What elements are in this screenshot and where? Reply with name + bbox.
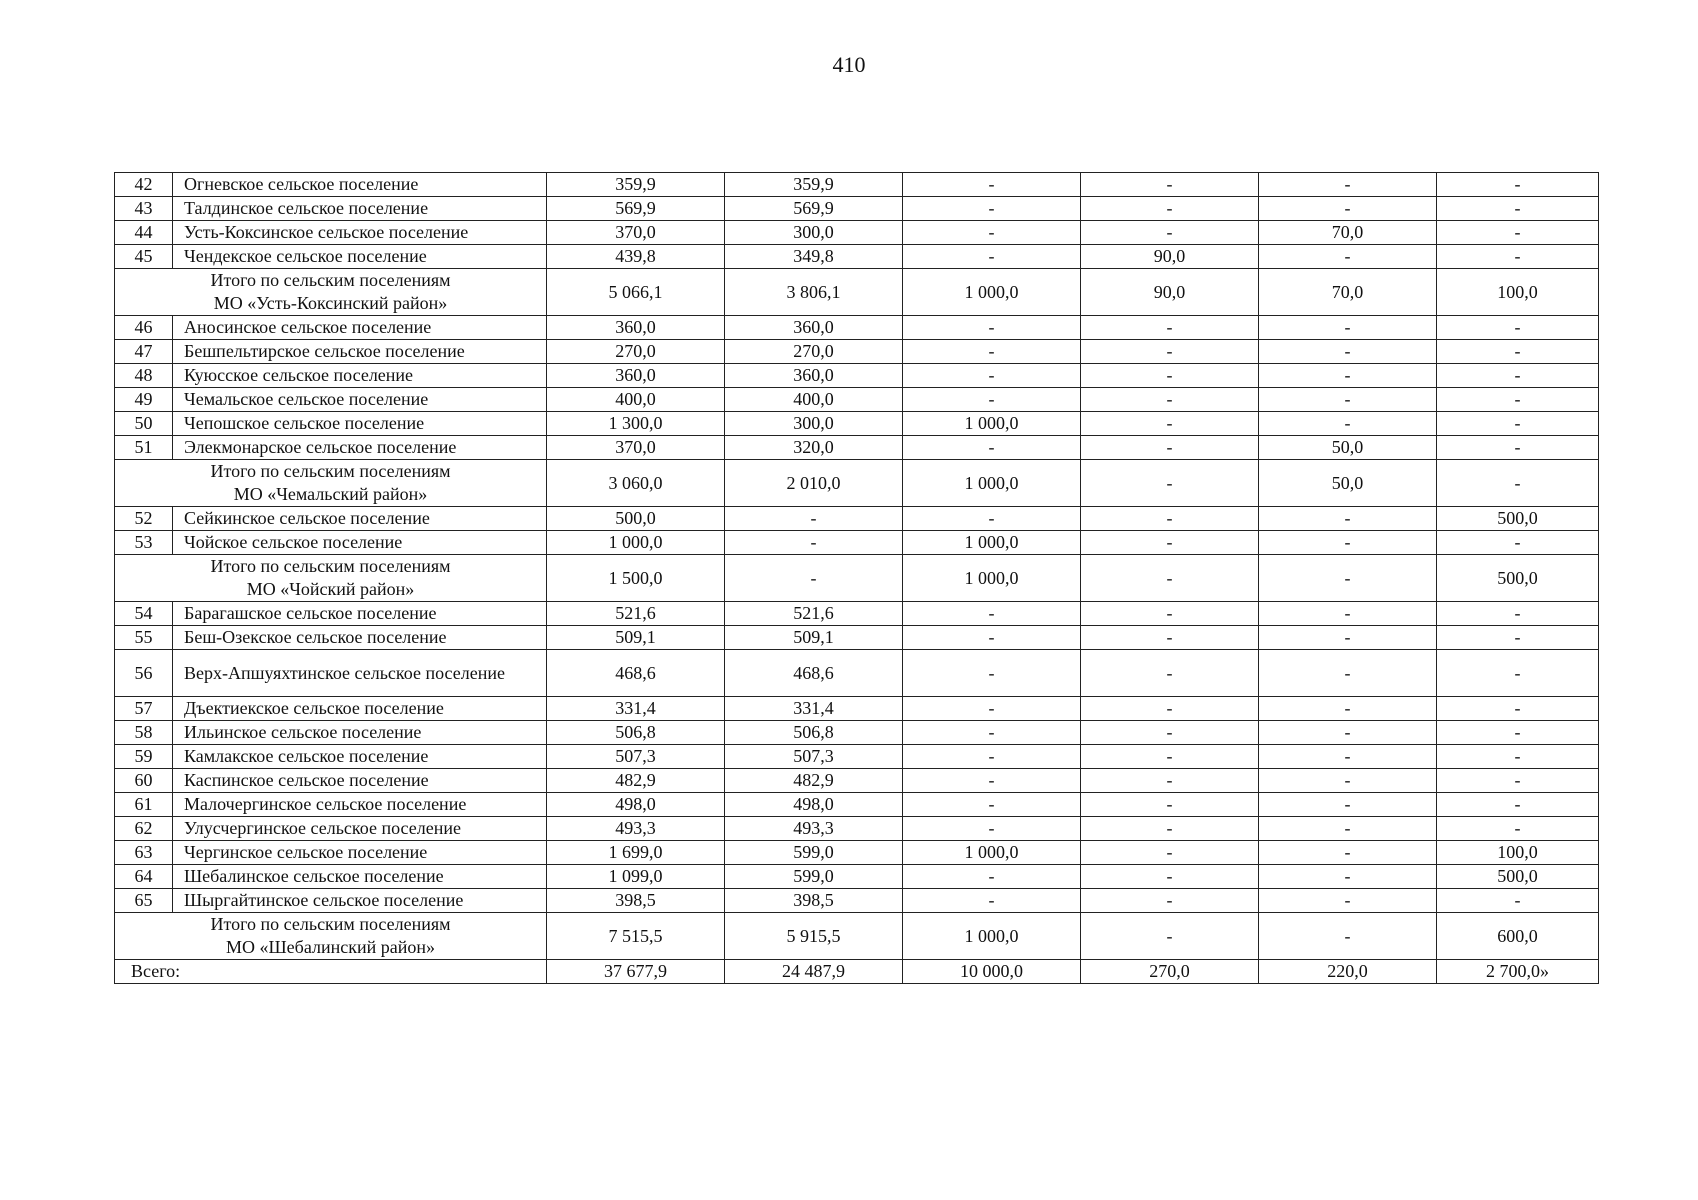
value-cell: 349,8: [725, 245, 903, 269]
value-cell: 1 000,0: [903, 841, 1081, 865]
value-cell: -: [903, 340, 1081, 364]
subtotal-label-line: МО «Шебалинский район»: [226, 937, 435, 957]
row-number: 50: [115, 412, 173, 436]
value-cell: -: [903, 793, 1081, 817]
subtotal-label-line: МО «Чойский район»: [246, 579, 415, 599]
table-row: [115, 364, 1599, 388]
value-cell: 50,0: [1259, 460, 1437, 507]
value-cell: -: [903, 436, 1081, 460]
value-cell: 1 300,0: [547, 412, 725, 436]
value-cell: -: [1259, 173, 1437, 197]
value-cell: 100,0: [1437, 841, 1599, 865]
value-cell: 1 000,0: [903, 269, 1081, 316]
settlement-name: Шебалинское сельское поселение: [173, 865, 547, 889]
table-row: [115, 769, 1599, 793]
settlement-name: Барагашское сельское поселение: [173, 602, 547, 626]
row-number: 48: [115, 364, 173, 388]
subtotal-label: [115, 913, 547, 960]
value-cell: -: [1081, 555, 1259, 602]
settlement-name: Верх-Апшуяхтинское сельское поселение: [173, 650, 547, 697]
value-cell: 482,9: [725, 769, 903, 793]
row-number: 63: [115, 841, 173, 865]
subtotal-label-line: Итого по сельским поселениям: [210, 270, 451, 290]
settlement-name: Шыргайтинское сельское поселение: [173, 889, 547, 913]
value-cell: 2 010,0: [725, 460, 903, 507]
settlement-name: Беш-Озекское сельское поселение: [173, 626, 547, 650]
settlement-name: Малочергинское сельское поселение: [173, 793, 547, 817]
subtotal-label-line: Итого по сельским поселениям: [210, 461, 451, 481]
value-cell: -: [1081, 197, 1259, 221]
subtotal-row: [115, 555, 1599, 602]
value-cell: -: [1437, 769, 1599, 793]
value-cell: 1 000,0: [547, 531, 725, 555]
value-cell: 37 677,9: [547, 960, 725, 984]
value-cell: 493,3: [547, 817, 725, 841]
table-row: [115, 388, 1599, 412]
table-row: [115, 865, 1599, 889]
row-number: 64: [115, 865, 173, 889]
value-cell: 509,1: [725, 626, 903, 650]
value-cell: -: [1437, 721, 1599, 745]
value-cell: -: [725, 507, 903, 531]
value-cell: 569,9: [725, 197, 903, 221]
table-row: [115, 626, 1599, 650]
value-cell: -: [1259, 197, 1437, 221]
value-cell: -: [1437, 697, 1599, 721]
value-cell: -: [1437, 460, 1599, 507]
value-cell: -: [903, 316, 1081, 340]
value-cell: -: [725, 555, 903, 602]
value-cell: -: [1437, 173, 1599, 197]
value-cell: -: [1259, 793, 1437, 817]
value-cell: -: [903, 507, 1081, 531]
value-cell: -: [903, 626, 1081, 650]
value-cell: 468,6: [547, 650, 725, 697]
value-cell: 90,0: [1081, 245, 1259, 269]
value-cell: 599,0: [725, 865, 903, 889]
value-cell: -: [1259, 626, 1437, 650]
value-cell: -: [1081, 817, 1259, 841]
value-cell: 569,9: [547, 197, 725, 221]
value-cell: 24 487,9: [725, 960, 903, 984]
value-cell: 521,6: [547, 602, 725, 626]
value-cell: -: [1081, 340, 1259, 364]
value-cell: -: [1259, 507, 1437, 531]
value-cell: 331,4: [725, 697, 903, 721]
value-cell: 90,0: [1081, 269, 1259, 316]
value-cell: 3 806,1: [725, 269, 903, 316]
table-row: [115, 841, 1599, 865]
value-cell: -: [1259, 697, 1437, 721]
settlement-name: Камлакское сельское поселение: [173, 745, 547, 769]
value-cell: -: [903, 745, 1081, 769]
value-cell: 493,3: [725, 817, 903, 841]
row-number: 49: [115, 388, 173, 412]
row-number: 65: [115, 889, 173, 913]
value-cell: 270,0: [547, 340, 725, 364]
value-cell: -: [1437, 245, 1599, 269]
value-cell: -: [1437, 602, 1599, 626]
value-cell: -: [1081, 460, 1259, 507]
value-cell: 360,0: [547, 316, 725, 340]
value-cell: 507,3: [725, 745, 903, 769]
subtotal-label-line: Итого по сельским поселениям: [210, 556, 451, 576]
value-cell: 270,0: [725, 340, 903, 364]
value-cell: -: [1081, 793, 1259, 817]
table-row: [115, 340, 1599, 364]
value-cell: 331,4: [547, 697, 725, 721]
table-row: [115, 197, 1599, 221]
value-cell: -: [903, 650, 1081, 697]
value-cell: -: [1259, 602, 1437, 626]
value-cell: -: [1081, 769, 1259, 793]
value-cell: -: [1437, 340, 1599, 364]
value-cell: 1 000,0: [903, 555, 1081, 602]
settlement-name: Сейкинское сельское поселение: [173, 507, 547, 531]
value-cell: 300,0: [725, 412, 903, 436]
value-cell: 7 515,5: [547, 913, 725, 960]
value-cell: -: [1081, 436, 1259, 460]
value-cell: 507,3: [547, 745, 725, 769]
value-cell: 500,0: [547, 507, 725, 531]
value-cell: -: [1437, 650, 1599, 697]
value-cell: -: [1259, 865, 1437, 889]
value-cell: 3 060,0: [547, 460, 725, 507]
value-cell: -: [1081, 841, 1259, 865]
value-cell: -: [1081, 721, 1259, 745]
value-cell: -: [1437, 436, 1599, 460]
table-row: [115, 889, 1599, 913]
settlement-name: Элекмонарское сельское поселение: [173, 436, 547, 460]
value-cell: -: [1081, 388, 1259, 412]
subtotal-label-line: МО «Чемальский район»: [233, 484, 428, 504]
value-cell: -: [1259, 364, 1437, 388]
value-cell: 360,0: [725, 316, 903, 340]
table-row: [115, 436, 1599, 460]
value-cell: -: [903, 173, 1081, 197]
value-cell: -: [1081, 221, 1259, 245]
table-row: [115, 221, 1599, 245]
value-cell: 5 915,5: [725, 913, 903, 960]
value-cell: 360,0: [725, 364, 903, 388]
settlement-name: Огневское сельское поселение: [173, 173, 547, 197]
value-cell: 398,5: [725, 889, 903, 913]
table-row: [115, 245, 1599, 269]
value-cell: -: [1437, 316, 1599, 340]
grand-total-row: [115, 960, 1599, 984]
value-cell: -: [1259, 316, 1437, 340]
settlement-name: Аносинское сельское поселение: [173, 316, 547, 340]
value-cell: -: [1259, 388, 1437, 412]
value-cell: -: [1081, 173, 1259, 197]
value-cell: -: [1259, 769, 1437, 793]
table-body: [115, 173, 1599, 984]
value-cell: -: [1259, 913, 1437, 960]
value-cell: -: [1081, 316, 1259, 340]
value-cell: -: [1259, 555, 1437, 602]
subtotal-label: [115, 555, 547, 602]
row-number: 46: [115, 316, 173, 340]
value-cell: -: [903, 364, 1081, 388]
settlement-name: Чергинское сельское поселение: [173, 841, 547, 865]
value-cell: 1 500,0: [547, 555, 725, 602]
value-cell: -: [725, 531, 903, 555]
value-cell: -: [1081, 412, 1259, 436]
subtotal-label: [115, 460, 547, 507]
row-number: 62: [115, 817, 173, 841]
row-number: 61: [115, 793, 173, 817]
row-number: 60: [115, 769, 173, 793]
value-cell: 500,0: [1437, 865, 1599, 889]
value-cell: -: [1081, 889, 1259, 913]
settlement-name: Чемальское сельское поселение: [173, 388, 547, 412]
subtotal-row: [115, 913, 1599, 960]
value-cell: 498,0: [547, 793, 725, 817]
value-cell: -: [1437, 817, 1599, 841]
subtotal-label-line: МО «Усть-Коксинский район»: [213, 293, 448, 313]
value-cell: -: [1259, 841, 1437, 865]
value-cell: 359,9: [547, 173, 725, 197]
settlement-name: Талдинское сельское поселение: [173, 197, 547, 221]
table-row: [115, 412, 1599, 436]
value-cell: -: [1437, 364, 1599, 388]
value-cell: -: [903, 769, 1081, 793]
value-cell: 2 700,0»: [1437, 960, 1599, 984]
row-number: 58: [115, 721, 173, 745]
value-cell: -: [1259, 817, 1437, 841]
settlement-name: Чендекское сельское поселение: [173, 245, 547, 269]
row-number: 44: [115, 221, 173, 245]
settlement-name: Чойское сельское поселение: [173, 531, 547, 555]
table-row: [115, 602, 1599, 626]
value-cell: 370,0: [547, 436, 725, 460]
row-number: 42: [115, 173, 173, 197]
value-cell: 498,0: [725, 793, 903, 817]
value-cell: 1 000,0: [903, 460, 1081, 507]
value-cell: -: [903, 197, 1081, 221]
value-cell: 400,0: [725, 388, 903, 412]
value-cell: 370,0: [547, 221, 725, 245]
value-cell: -: [1081, 913, 1259, 960]
value-cell: -: [1437, 221, 1599, 245]
value-cell: -: [1259, 650, 1437, 697]
table-row: [115, 507, 1599, 531]
value-cell: -: [1259, 340, 1437, 364]
value-cell: -: [903, 721, 1081, 745]
value-cell: -: [1081, 650, 1259, 697]
value-cell: 320,0: [725, 436, 903, 460]
value-cell: -: [1437, 793, 1599, 817]
value-cell: 1 099,0: [547, 865, 725, 889]
value-cell: 482,9: [547, 769, 725, 793]
settlement-name: Бешпельтирское сельское поселение: [173, 340, 547, 364]
value-cell: -: [1437, 412, 1599, 436]
value-cell: -: [903, 817, 1081, 841]
value-cell: -: [903, 388, 1081, 412]
table-row: [115, 316, 1599, 340]
value-cell: -: [1259, 721, 1437, 745]
value-cell: -: [1081, 531, 1259, 555]
value-cell: 506,8: [725, 721, 903, 745]
value-cell: 100,0: [1437, 269, 1599, 316]
value-cell: -: [1081, 697, 1259, 721]
settlement-name: Улусчергинское сельское поселение: [173, 817, 547, 841]
value-cell: 1 699,0: [547, 841, 725, 865]
table-row: [115, 173, 1599, 197]
row-number: 45: [115, 245, 173, 269]
value-cell: 10 000,0: [903, 960, 1081, 984]
value-cell: 1 000,0: [903, 531, 1081, 555]
value-cell: -: [903, 245, 1081, 269]
value-cell: -: [1081, 364, 1259, 388]
row-number: 43: [115, 197, 173, 221]
value-cell: 220,0: [1259, 960, 1437, 984]
value-cell: 500,0: [1437, 507, 1599, 531]
budget-table: [114, 172, 1599, 984]
value-cell: -: [903, 221, 1081, 245]
row-number: 57: [115, 697, 173, 721]
value-cell: 468,6: [725, 650, 903, 697]
settlement-name: Ильинское сельское поселение: [173, 721, 547, 745]
row-number: 55: [115, 626, 173, 650]
settlement-name: Чепошское сельское поселение: [173, 412, 547, 436]
value-cell: -: [903, 889, 1081, 913]
settlement-name: Усть-Коксинское сельское поселение: [173, 221, 547, 245]
value-cell: -: [1081, 745, 1259, 769]
settlement-name: Куюсское сельское поселение: [173, 364, 547, 388]
value-cell: -: [1437, 388, 1599, 412]
row-number: 47: [115, 340, 173, 364]
value-cell: 300,0: [725, 221, 903, 245]
value-cell: -: [903, 602, 1081, 626]
value-cell: 270,0: [1081, 960, 1259, 984]
value-cell: 70,0: [1259, 269, 1437, 316]
value-cell: -: [1081, 602, 1259, 626]
page-number: 410: [832, 52, 866, 77]
settlement-name: Дъектиекское сельское поселение: [173, 697, 547, 721]
value-cell: -: [1437, 531, 1599, 555]
value-cell: -: [1259, 245, 1437, 269]
value-cell: -: [1437, 745, 1599, 769]
value-cell: 50,0: [1259, 436, 1437, 460]
table-row: [115, 531, 1599, 555]
grand-total-label: Всего:: [115, 960, 547, 984]
value-cell: -: [1437, 626, 1599, 650]
value-cell: 521,6: [725, 602, 903, 626]
value-cell: -: [1437, 197, 1599, 221]
value-cell: 600,0: [1437, 913, 1599, 960]
row-number: 59: [115, 745, 173, 769]
value-cell: 359,9: [725, 173, 903, 197]
table-row: [115, 745, 1599, 769]
value-cell: -: [1081, 865, 1259, 889]
value-cell: -: [1259, 412, 1437, 436]
subtotal-label-line: Итого по сельским поселениям: [210, 914, 451, 934]
settlement-name: Каспинское сельское поселение: [173, 769, 547, 793]
value-cell: -: [1259, 531, 1437, 555]
value-cell: 70,0: [1259, 221, 1437, 245]
value-cell: 506,8: [547, 721, 725, 745]
value-cell: -: [903, 865, 1081, 889]
value-cell: -: [1081, 626, 1259, 650]
table-row: [115, 721, 1599, 745]
table-row: [115, 697, 1599, 721]
value-cell: -: [1437, 889, 1599, 913]
value-cell: -: [903, 697, 1081, 721]
row-number: 54: [115, 602, 173, 626]
row-number: 52: [115, 507, 173, 531]
subtotal-row: [115, 460, 1599, 507]
row-number: 56: [115, 650, 173, 697]
row-number: 51: [115, 436, 173, 460]
subtotal-row: [115, 269, 1599, 316]
value-cell: 1 000,0: [903, 913, 1081, 960]
table-row: [115, 650, 1599, 697]
value-cell: 599,0: [725, 841, 903, 865]
value-cell: 398,5: [547, 889, 725, 913]
subtotal-label: [115, 269, 547, 316]
value-cell: 400,0: [547, 388, 725, 412]
value-cell: 500,0: [1437, 555, 1599, 602]
table-row: [115, 817, 1599, 841]
row-number: 53: [115, 531, 173, 555]
table-row: [115, 793, 1599, 817]
value-cell: 1 000,0: [903, 412, 1081, 436]
value-cell: 509,1: [547, 626, 725, 650]
value-cell: -: [1081, 507, 1259, 531]
value-cell: 5 066,1: [547, 269, 725, 316]
value-cell: 360,0: [547, 364, 725, 388]
value-cell: -: [1259, 745, 1437, 769]
value-cell: 439,8: [547, 245, 725, 269]
value-cell: -: [1259, 889, 1437, 913]
